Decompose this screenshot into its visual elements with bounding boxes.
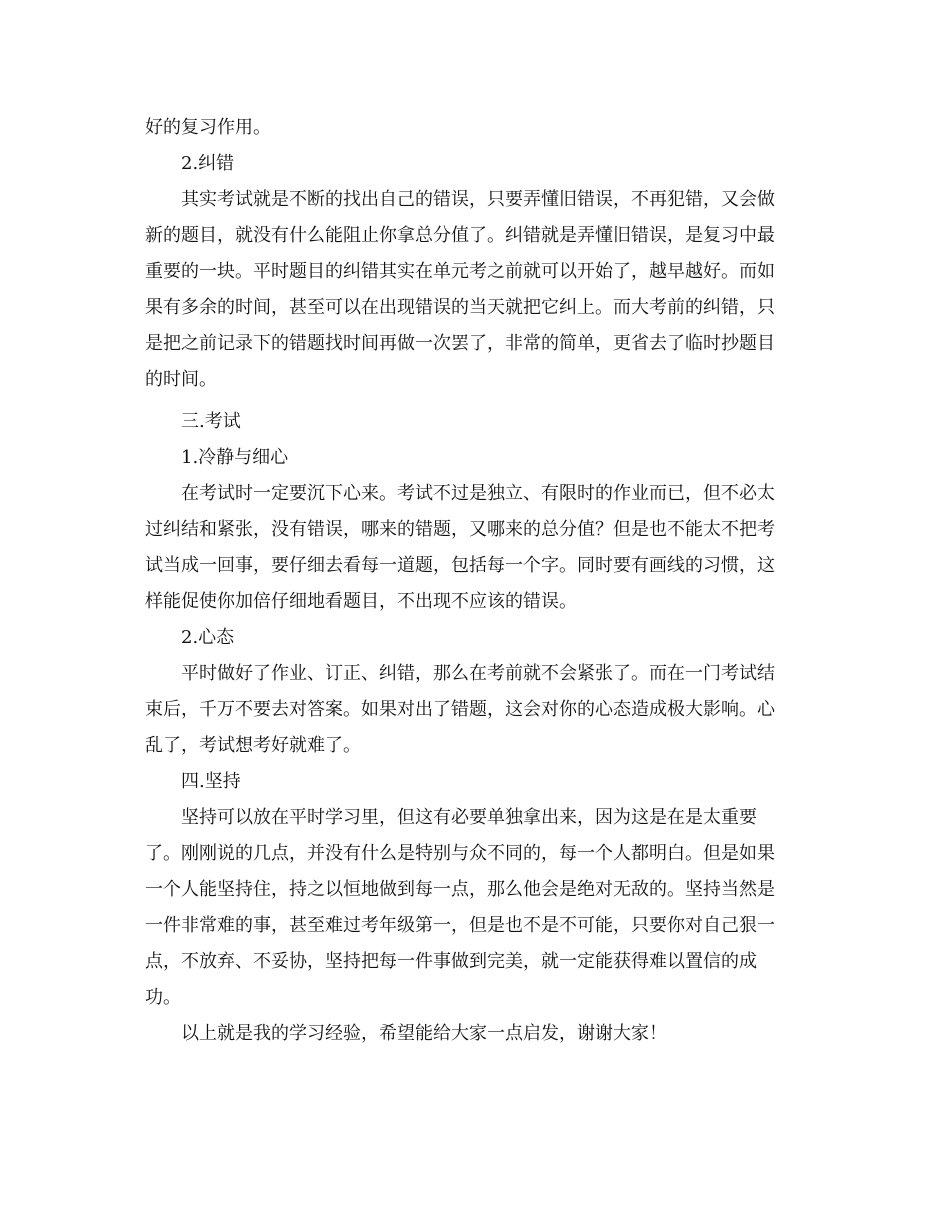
body-text-line: 乱了，考试想考好就难了。	[145, 735, 361, 756]
body-text-line: 点，不放弃、不妥协，坚持把每一件事做到完美，就一定能获得难以置信的成	[145, 951, 757, 972]
body-text-line: 样能促使你加倍仔细地看题目，不出现不应该的错误。	[145, 591, 577, 612]
body-text-line: 重要的一块。平时题目的纠错其实在单元考之前就可以开始了，越早越好。而如	[145, 261, 775, 282]
section-heading-exam: 三.考试	[181, 411, 241, 432]
body-text-line: 是把之前记录下的错题找时间再做一次罢了，非常的简单，更省去了临时抄题目	[145, 333, 775, 354]
body-text-line: 束后，千万不要去对答案。如果对出了错题，这会对你的心态造成极大影响。心	[145, 699, 775, 720]
body-text-line: 平时做好了作业、订正、纠错，那么在考前就不会紧张了。而在一门考试结	[181, 663, 775, 684]
body-text-line: 了。刚刚说的几点，并没有什么是特别与众不同的，每一个人都明白。但是如果	[145, 843, 775, 864]
body-text-line: 在考试时一定要沉下心来。考试不过是独立、有限时的作业而已，但不必太	[181, 483, 775, 504]
body-text-line: 一个人能坚持住，持之以恒地做到每一点，那么他会是绝对无敌的。坚持当然是	[145, 879, 775, 900]
body-text-line: 新的题目，就没有什么能阻止你拿总分值了。纠错就是弄懂旧错误，是复习中最	[145, 225, 775, 246]
section-heading-persistence: 四.坚持	[181, 771, 241, 792]
body-text-line: 的时间。	[145, 369, 217, 390]
body-text-line: 果有多余的时间，甚至可以在出现错误的当天就把它纠上。而大考前的纠错，只	[145, 297, 775, 318]
body-text-line: 一件非常难的事，甚至难过考年级第一，但是也不是不可能，只要你对自己狠一	[145, 915, 775, 936]
subheading-calm-careful: 1.冷静与细心	[181, 447, 289, 468]
subheading-mindset: 2.心态	[181, 627, 235, 648]
subheading-correction: 2.纠错	[181, 153, 235, 174]
body-text-line: 试当成一回事，要仔细去看每一道题，包括每一个字。同时要有画线的习惯，这	[145, 555, 775, 576]
closing-remark: 以上就是我的学习经验，希望能给大家一点启发，谢谢大家！	[181, 1023, 667, 1044]
body-text-line: 功。	[145, 987, 181, 1008]
body-text-line: 过纠结和紧张，没有错误，哪来的错题，又哪来的总分值？但是也不能太不把考	[145, 519, 775, 540]
body-text-line: 其实考试就是不断的找出自己的错误，只要弄懂旧错误，不再犯错，又会做	[181, 189, 775, 210]
body-text-line: 好的复习作用。	[145, 117, 271, 138]
body-text-line: 坚持可以放在平时学习里，但这有必要单独拿出来，因为这是在是太重要	[181, 807, 757, 828]
